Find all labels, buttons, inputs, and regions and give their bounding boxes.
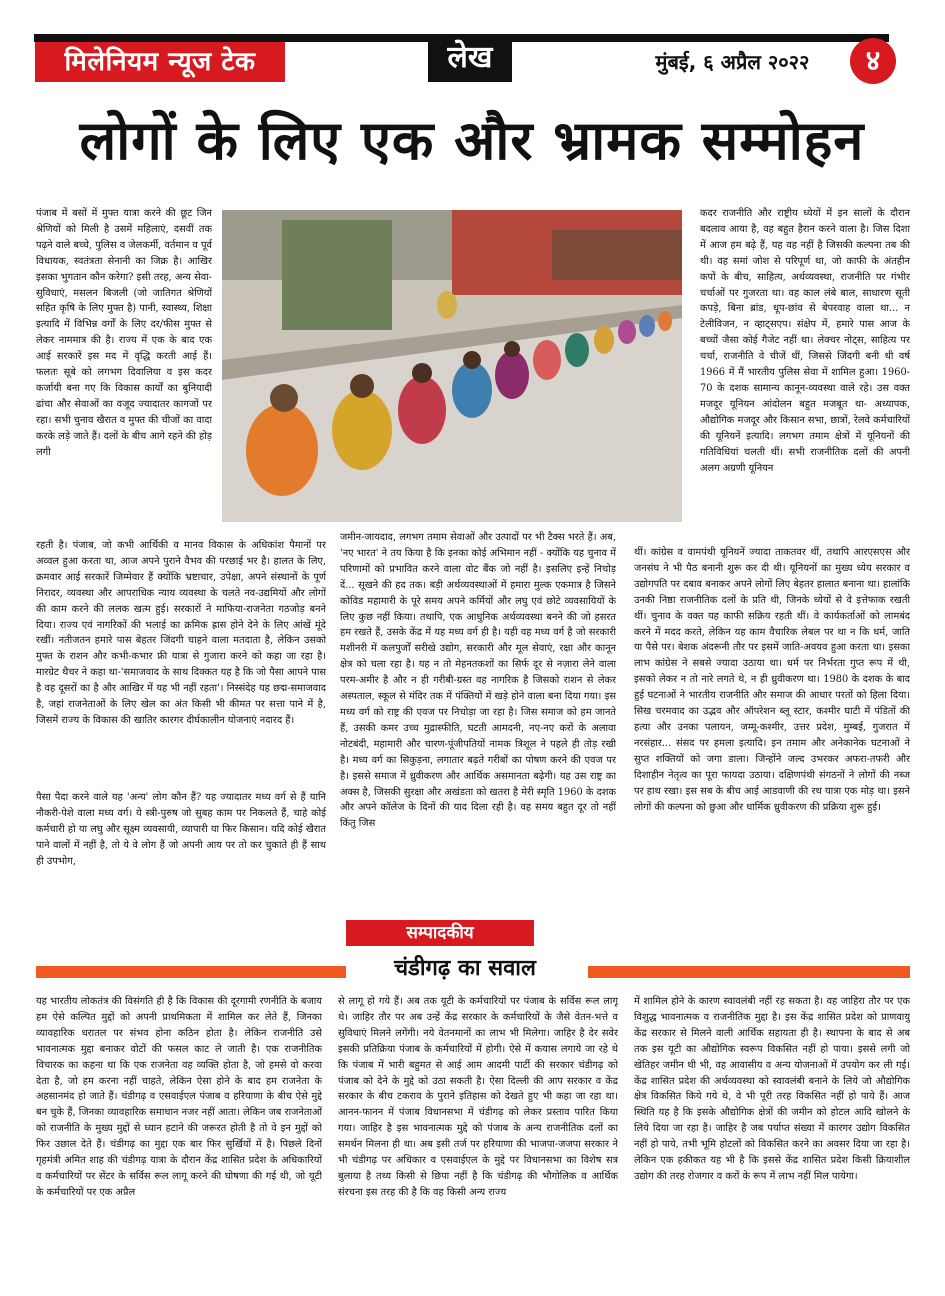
- section-tag: लेख: [428, 34, 512, 82]
- editorial-column-3: [634, 994, 910, 1256]
- editorial-rule-right: [588, 966, 910, 978]
- editorial-text-2: से लागू हो गये हैं। अब तक यूटी के कर्मचारियों पर पंजाब के सर्विस रूल लागू थे। जाहिर तौर पर अब उन्हें केंद्र सरकार के कर्मचारियों के जैसे वेतन-भत्ते व सुविधाएं मिलने लगेंगी। नये वेतनमानों का लाभ भी मिलेगा। जाहिर है देर सवेर इसकी प्रतिक्रिया पंजाब के कर्मचारियों में होगी। ऐसे में कयास लगाये जा रहे थे कि पंजाब में भारी बहुमत से आई आम आदमी पार्टी की सरकार चंडीगढ़ को पंजाब को देने के मुद्दे को उठा सकती है। ऐसा दिल्ली की आप सरकार व केंद्र सरकार के बीच टकराव के पुराने इतिहास को देखते हुए भी कहा जा रहा था। आनन-फानन में पंजाब विधानसभा में चंडीगढ़ को लेकर प्रस्ताव पारित किया गया। जाहिर है इस भावनात्मक मुद्दे को पंजाब के अन्य राजनीतिक दलों का समर्थन मिलना ही था। अब इसी तर्ज पर हरियाणा की भाजपा-जजपा सरकार ने भी चंडीगढ़ पर अधिकार व एसवाईएल के मुद्दे पर विधानसभा का विशेष सत्र बुलाया है तथ्य किसी से छिपा नहीं है कि चंडीगढ़ की भौगोलिक व आर्थिक संरचना इस तरह की है कि वह किसी अन्य राज्य: [338, 996, 618, 1198]
- article-middle-column: [340, 530, 616, 908]
- article-left-column-2: [36, 790, 326, 908]
- editorial-title: चंडीगढ़ का सवाल: [394, 956, 536, 981]
- article-right-text: कदर राजनीति और राष्ट्रीय ध्येयों में इन सालों के दौरान बदलाव आया है, वह बहुत हैरान करने वाला है। जिस दिशा में आज हम बढ़े हैं, यह वह नहीं है जिसकी कल्पना तब की थी। वह समां जोश से परिपूर्ण था, जो काफी के अंतहीन कपों के बीच, साहित्य, अर्थव्यवस्था, राजनीति पर गंभीर चर्चाओं पर गुजरता था। वह काल लंबे बाल, साधारण सूती कपड़े, बिना ब्रांड, धूप-छांव से बेपरवाह वाला था... न टेलीविजन, न व्हाट्सएप। संक्षेप में, हमारे पास आज के बच्चों जैसा कोई गैजेट नहीं था। लेक्चर नोट्स, साहित्य पर चर्चा, राजनीति वे चीजें थीं, जिससे जिंदगी बनी थी वर्ष 1966 में मैं भारतीय पुलिस सेवा में शामिल हुआ। 1960-70 के दशक सामान्य कानून-व्यवस्था वाले रहे। उस वक्त मजदूर यूनियन आंदोलन बहुत मजबूत था- अध्यापक, औद्योगिक मजदूर और किसान सभा, छात्रों, रेलवे कर्मचारियों की यूनियनें इत्यादि। लगभग तमाम क्षेत्रों में यूनियनों की गतिविधियां चलती थीं। सभी राजनीतिक दलों की अपनी अलग अग्रणी यूनियन: [700, 208, 910, 474]
- article-photo: [222, 210, 682, 522]
- editorial-text-3: में शामिल होने के कारण स्वावलंबी नहीं रह सकता है। वह जाहिरा तौर पर एक विशुद्ध भावनात्मक व राजनीतिक मुद्दा है। इस केंद्र शासित प्रदेश को प्राणवायु केंद्र सरकार से मिलने वाली आर्थिक सहायता ही है। स्थापना के बाद से अब तक इस यूटी का औद्योगिक स्वरूप विकसित नहीं हो पाया। इससे लगी जो खेतिहर जमीन थी भी, वह आवासीय व अन्य योजनाओं में उपयोग कर ली गई। केंद्र शासित प्रदेश की अर्थव्यवस्था को स्वावलंबी बनाने के लिये जो औद्योगिक क्षेत्र विकसित किये गये थे, वे भी पूरी तरह विकसित नहीं हो पाये हैं। आज स्थिति यह है कि इसके औद्योगिक क्षेत्रों की जमीन को होटल आदि खोलने के लिये दिया जा रहा है। जाहिर है जब पर्याप्त संख्या में कारगर उद्योग विकसित नहीं हो पाये, तभी भूमि होटलों को विकसित करने का अवसर दिया जा रहा है। लेकिन एक हकीकत यह भी है कि इससे केंद्र शासित प्रदेश किसी क्रियाशील उद्योग की तरह रोजगार व करों के रूप में लाभ नहीं मिल पायेगा।: [634, 996, 910, 1182]
- page-number-badge: ४: [850, 38, 896, 84]
- article-middle-text: जमीन-जायदाद, लगभग तमाम सेवाओं और उत्पादों पर भी टैक्स भरते हैं। अब, 'नए भारत' ने तय किया है कि इनका कोई अभिमान नहीं - क्योंकि यह चुनाव में परिणामों को प्रभावित करने वाला वोट बैंक जो नहीं है। इसलिए इन्हें निचोड़ दें... सूखने की हद तक। बड़ी अर्थव्यवस्थाओं में हमारा मुल्क एकमात्र है जिसने कोविड महामारी के पूरे समय अपने कर्मियों और लघु एवं छोटे व्यवसायियों के लिए कुछ नहीं किया। तथापि, एक आधुनिक अर्थव्यवस्था बनने की जो हसरत हम रखते हैं, उसके केंद्र में यह मध्य वर्ग ही है। यही वह मध्य वर्ग है जो सरकारी मशीनरी में कलपुर्जों सरीखे उद्योग, सरकारी और मूल सेवाएं, रक्षा और कानून क्षेत्र को चला रहा है। यह न तो मेहनतकशों का सिर्फ दूर से नज़ारा लेने वाला परम-अमीर है और न ही गरीबी-ग्रस्त वह नागरिक है जिसको राशन से लेकर अस्पताल, स्कूल से मंदिर तक में पंक्तियों में खड़े होने वाला बना दिया गया। इस मध्य वर्ग को राष्ट्र की एवज पर निचोड़ा जा रहा है। जिस समाज को हम जानते हैं, उसकी कमर उच्च मुद्रास्फीति, घटती आमदनी, नए-नए करों के अलावा नोटबंदी, महामारी और चारण-पूंजीपतियों नामक त्रिशूल ने पहले ही तोड़ रखी है। मध्य वर्ग का सिकुड़ना, लगातार बढ़ते गरीबों का पोषण करने की एवज पर है। इससे समाज में ध्रुवीकरण और आर्थिक असमानता बढ़ेगी। यह उस राष्ट्र का अक्स है, जिसकी सुरक्षा और अखंडता को खतरा है मेरी स्मृति 1960 के दशक और अपने कॉलेज के दिनों की याद दिला रही है। वह समय बहुत दूर तो नहीं किंतु जिस: [340, 532, 616, 830]
- editorial-rule-left: [36, 966, 346, 978]
- article-right-wide-column: [634, 545, 910, 908]
- article-right-wide-text: थीं। कांग्रेस व वामपंथी यूनियनें ज्यादा ताकतवर थीं, तथापि आरएसएस और जनसंघ ने भी पैठ बनानी शुरू कर दी थी। यूनियनों का मुख्य ध्येय सरकार व उद्योगपति पर दबाव बनाकर अपने लोगों लिए बेहतर हालात बनाना था। हालांकि उनकी निष्ठा राजनीतिक दलों के प्रति थी, जिनके ध्येयों से वे इत्तेफाक रखती थीं। चुनाव के वक्त यह काफी सक्रिय रहती थीं। वे कार्यकर्ताओं को लामबंद करने में मदद करते, लेकिन यह काम वैचारिक लेबल पर था न कि धर्म, जाति या पैसे पर। बेशक अंदरूनी तौर पर इसमें जाति-अवयव हुआ करता था। इसका लाभ कांग्रेस ने सबसे ज्यादा उठाया था। धर्म पर निर्भरता गुप्त रूप में थी, इसको लेकर न तो नारे लगते थे, न ही ध्रुवीकरण था। 1980 के दशक के बाद हुई घटनाओं ने भारतीय राजनीति और समाज की आधार परतों को हिला दिया। सिख चरमवाद का उद्भव और ऑपरेशन ब्लू स्टार, कश्मीर घाटी में पंडितों की हत्या और उनका पलायन, जम्मू-कश्मीर, उत्तर प्रदेश, मुम्बई, गुजरात में नरसंहार... संसद पर हमला इत्यादि। इन तमाम और अनेकानेक घटनाओं ने सुप्त शक्तियों को जगा डाला। जिन्होंने जल्द उभरकर अफरा-तफरी और दिशाहीन नेतृत्व का पूरा फायदा उठाया। दक्षिणपंथी संगठनों ने लोगों की नब्ज पर हाथ रखा। इस सब के बीच आई आडवाणी की रथ यात्रा एक मोड़ था। इसने लोगों की कल्पना को छुआ और धार्मिक ध्रुवीकरण की प्रक्रिया शुरू हुई।: [634, 547, 910, 813]
- editorial-column-1: [36, 994, 322, 1256]
- editorial-column-2: [338, 994, 618, 1256]
- editorial-label: सम्पादकीय: [346, 920, 534, 946]
- article-body-text: रहती है। पंजाब, जो कभी आर्थिकी व मानव विकास के अधिकांश पैमानों पर अव्वल हुआ करता था, आज अपने पुराने वैभव की परछाई भर है। हालत के लिए, क्रमवार आई सरकारें जिम्मेवार हैं क्योंकि भ्रष्टाचार, उपेक्षा, अपने संस्थानों के पूर्ण निरादर, व्यवस्था और आपराधिक न्याय व्यवस्था के चलते नव-उद्यमियों और लोगों की काम करने की ललक खत्म हुई। सरकारों ने माफिया-राजनेता गठजोड़ बनने दिया। राज्य एवं नागरिकों की भलाई का क्रमिक ह्रास होने देने के लिए आंखें मूंदे रखीं। नतीजतन हमारे पास बेहतर जिंदगी चाहने वाला मतदाता है, लेकिन उसको मुफ्त के राशन और कभी-कभार फ्री यात्रा से गुजारा करने को कहा जा रहा है। मारग्रेट थैचर ने कहा था-'समाजवाद के साथ दिक्कत यह है कि जो पैसा आपने पास है वह दूसरों का है और आखिर में यह भी नहीं रहता'। निस्संदेह यह छद्म-समाजवाद है, जहां राजनेताओं के लिए खेल का अंत किसी भी कीमत पर सत्ता पाने में है, जिसमें राज्य के विकास की खातिर कारगर दीर्घकालीन योजनाएं नदारद हैं।: [36, 540, 326, 726]
- editorial-text-1: यह भारतीय लोकतंत्र की विसंगति ही है कि विकास की दूरगामी रणनीति के बजाय हम ऐसे कल्पित मुद्दों को अपनी प्राथमिकता में शामिल कर लेते हैं, जिनका व्यावहारिक धरातल पर संभव होना कठिन होता है। लेकिन राजनीति उसे भावनात्मक मुद्दा बनाकर वोटों की फसल काट ले जाती है। एक राजनीतिक विचारक का कहना था कि एक राजनेता वह व्यक्ति होता है, जो हमसे वो करवा देता है, जो हम करना नहीं चाहते, लेकिन ऐसा होने के बाद हम राजनेता के अहसानमंद हो जाते हैं। चंडीगढ़ व एसवाईएल पंजाब व हरियाणा के बीच ऐसे मुद्दे बन चुके हैं, जिनका व्यावहारिक समाधान नजर नहीं आता। लेकिन जब राजनेताओं को राजनीति के मुख्य मुद्दों से ध्यान हटाने की जरूरत होती है तो वे इन मुद्दों को फिर उछाल देते हैं। चंडीगढ़ का मुद्दा एक बार फिर सुर्खियों में है। पिछले दिनों गृहमंत्री अमित शाह की चंडीगढ़ यात्रा के दौरान केंद्र शासित प्रदेश के अधिकारियों व कर्मचारियों पर सेंटर के सर्विस रूल लागू करने की घोषणा की गई थी, जो यूटी के कर्मचारियों पर एक अप्रैल: [36, 996, 322, 1198]
- queue-of-women-photo: [222, 210, 682, 522]
- article-left-2-text: पैसा पैदा करने वाले यह 'अन्य' लोग कौन हैं? यह ज्यादातर मध्य वर्ग से हैं यानि नौकरी-पेशे वाला मध्य वर्ग। ये स्त्री-पुरुष जो सुबह काम पर निकलते हैं, चाहे कोई कर्मचारी हो या लघु और सूक्ष्म व्यवसायी, व्यापारी या फिर किसान। यदि कोई खैरात पाने वालों में नहीं है, तो ये वे लोग हैं जो अपनी आय पर तो कर चुकाते ही हैं साथ ही उपभोग,: [36, 792, 326, 867]
- brand-logo: मिलेनियम न्यूज टेक: [35, 42, 285, 82]
- dateline: मुंबई, ६ अप्रैल २०२२: [630, 42, 835, 82]
- headline: लोगों के लिए एक और भ्रामक सम्मोहन: [79, 109, 865, 172]
- article-left-text: पंजाब में बसों में मुफ्त यात्रा करने की छूट जिन श्रेणियों को मिली है उसमें महिलाएं, दसवीं तक पढ़ने वाले बच्चे, पुलिस व जेलकर्मी, वर्तमान व पूर्व विधायक, स्वतंत्रता सेनानी का जिक्र है। आखिर इसका भुगतान कौन करेगा? इसी तरह, अन्य सेवा-सुविधाएं, मसलन बिजली (जो जातिगत श्रेणियों सहित कृषि के लिए मुफ्त है) पानी, स्वास्थ्य, शिक्षा इत्यादि में विभिन्न वर्गों के लिए दर/फीस मुफ्त से लेकर नाममात्र की है। राज्य में एक के बाद एक आई सरकारें इस मद में वृद्धि करती आई हैं। फलतः सूबे को लगभग दिवालिया व इस कदर कर्जायी बना गए कि विकास कार्यों का बुनियादी ढांचा और सेवाओं का वजूद ज्यादातर कागजों पर रहा। सभी चुनाव खैरात व मुफ्त की चीजों का वादा करके लड़े जाते हैं। दलों के बीच आगे रहने की होड़ लगी: [36, 208, 212, 458]
- article-full-width-text: [36, 538, 326, 788]
- article-right-column: [700, 206, 910, 542]
- article-left-column: [36, 206, 212, 536]
